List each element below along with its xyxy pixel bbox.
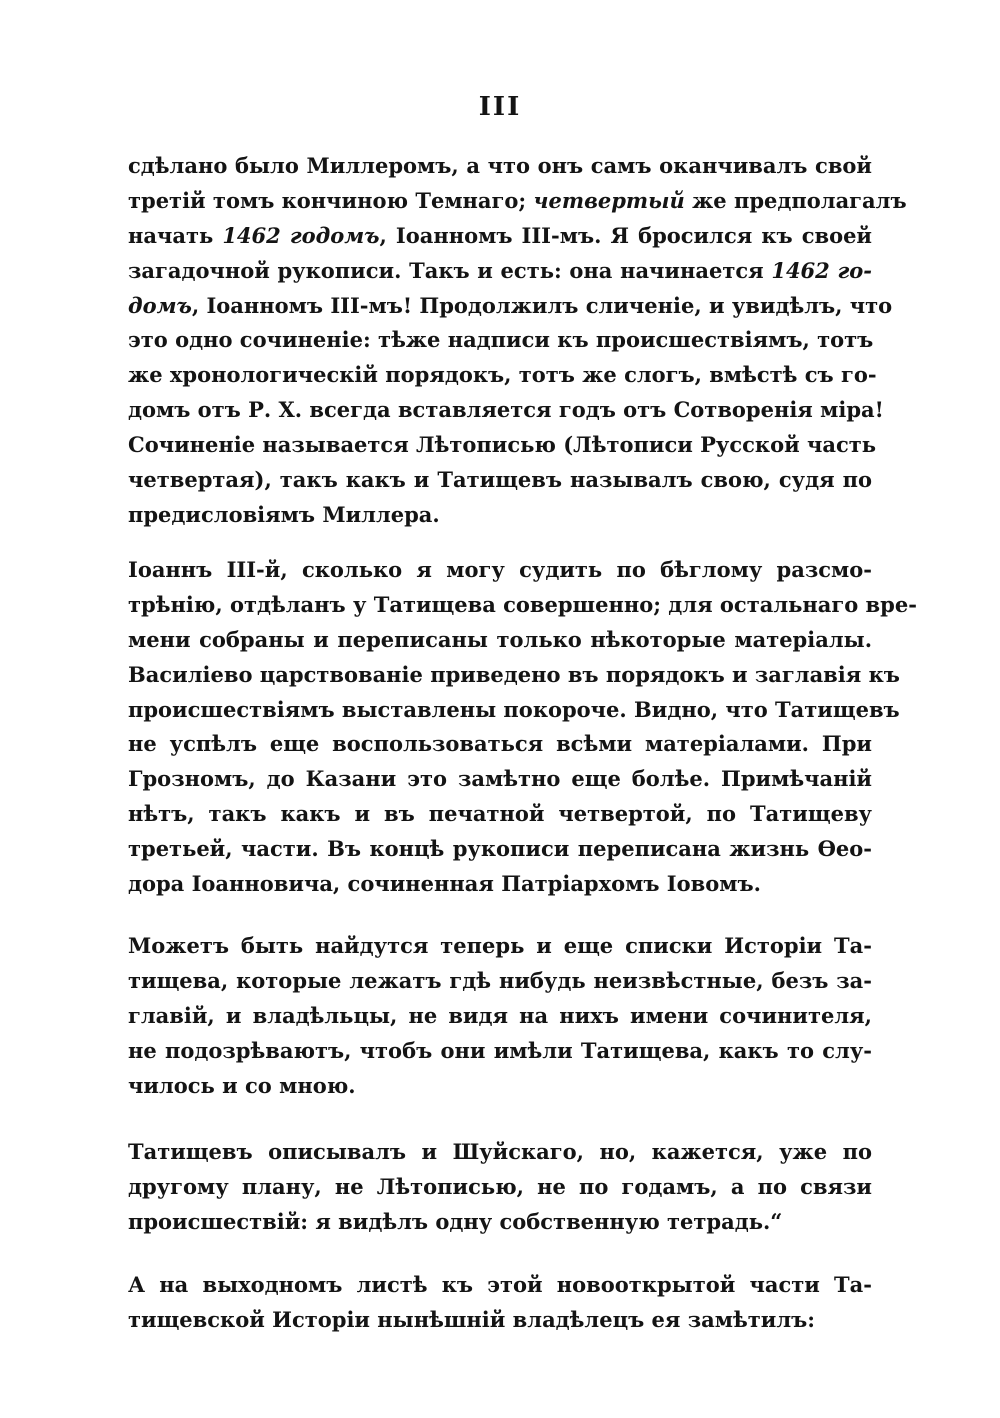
text-line — [128, 1268, 872, 1303]
text-run: Можетъ быть найдутся теперь и еще списки Исторіи Та- — [128, 933, 872, 958]
paragraph — [128, 1268, 872, 1338]
text-line — [128, 929, 872, 964]
text-run: тищевской Исторіи нынѣшній владѣлецъ ея замѣтилъ: — [128, 1306, 815, 1332]
text-run: происшествіямъ выставлены покороче. Видно, что Татищевъ — [128, 696, 900, 722]
text-run: А на выходномъ листѣ къ этой новооткрытой части Та- — [128, 1272, 872, 1297]
text-line — [128, 289, 893, 324]
text-run: нѣтъ, такъ какъ и въ печатной четвертой, по Татищеву — [128, 801, 872, 827]
italic-text-run: четвертый — [533, 187, 685, 213]
text-line — [128, 323, 872, 358]
text-run: другому плану, не Лѣтописью, не по годамъ, а по связи — [128, 1173, 872, 1199]
text-run: тищева, которые лежатъ гдѣ нибудь неизвѣстные, безъ за- — [128, 967, 872, 993]
text-run: четвертая), такъ какъ и Татищевъ называлъ свою, судя по — [128, 467, 872, 493]
italic-text-run: 1462 го- — [771, 257, 872, 283]
text-line — [128, 727, 872, 762]
paragraph — [128, 553, 917, 902]
text-line — [128, 1205, 872, 1240]
paragraph — [128, 1135, 872, 1240]
text-line — [128, 219, 872, 254]
text-line — [128, 999, 872, 1034]
text-line — [128, 553, 872, 588]
text-line — [128, 964, 872, 999]
text-run: Василіево царствованіе приведено въ порядокъ и заглавія къ — [128, 661, 900, 687]
text-run: начать — [128, 222, 223, 248]
paragraph — [128, 149, 907, 533]
text-run: дора Іоанновича, сочиненная Патріархомъ Іовомъ. — [128, 871, 761, 897]
text-run: третій томъ кончиною Темнаго; — [128, 187, 534, 213]
text-line — [128, 1135, 872, 1170]
text-run: мени собраны и переписаны только нѣкоторые матеріалы. — [128, 626, 872, 652]
text-line — [128, 797, 872, 832]
text-run: Татищевъ описывалъ и Шуйскаго, но, кажется, уже по — [128, 1139, 872, 1164]
paragraph — [128, 929, 872, 1103]
text-line — [128, 498, 872, 533]
text-run: сдѣлано было Миллеромъ, а что онъ самъ оканчивалъ свой — [128, 153, 872, 178]
text-line — [128, 1303, 872, 1338]
page-number: III — [478, 92, 522, 122]
text-line — [128, 358, 877, 393]
text-run: Сочиненіе называется Лѣтописью (Лѣтописи Русской часть — [128, 432, 877, 458]
italic-text-run: домъ — [128, 292, 192, 318]
text-run: главій, и владѣльцы, не видя на нихъ имени сочинителя, — [128, 1002, 872, 1028]
text-line — [128, 867, 872, 902]
text-run: предисловіямъ Миллера. — [128, 501, 440, 527]
text-run: домъ отъ Р. Х. всегда вставляется годъ отъ Сотворенія міра! — [128, 397, 884, 423]
text-line — [128, 588, 917, 623]
text-run: , Іоанномъ III-мъ! Продолжилъ сличеніе, и увидѣлъ, что — [191, 292, 893, 318]
text-line — [128, 254, 872, 289]
text-line — [128, 184, 907, 219]
text-line — [128, 1170, 872, 1205]
text-run: же предполагалъ — [684, 187, 907, 213]
text-run: Грозномъ, до Казани это замѣтно еще болѣе. Примѣчаній — [128, 766, 872, 792]
text-run: это одно сочиненіе: тѣже надписи къ происшествіямъ, тотъ — [128, 327, 874, 353]
text-line — [128, 693, 900, 728]
text-run: Іоаннъ III-й, сколько я могу судить по бѣглому разсмо- — [128, 557, 872, 582]
text-run: , Іоанномъ III-мъ. Я бросился къ своей — [379, 222, 873, 248]
text-line — [128, 762, 872, 797]
text-run: чилось и со мною. — [128, 1072, 356, 1098]
text-line — [128, 1034, 872, 1069]
text-run: не подозрѣваютъ, чтобъ они имѣли Татищева, какъ то слу- — [128, 1037, 872, 1063]
text-line — [128, 1069, 872, 1104]
text-run: трѣнію, отдѣланъ у Татищева совершенно; для остальнаго вре- — [128, 591, 917, 617]
text-line — [128, 393, 884, 428]
text-line — [128, 832, 872, 867]
text-run: третьей, части. Въ концѣ рукописи переписана жизнь Ѳео- — [128, 836, 872, 862]
text-run: не успѣлъ еще воспользоваться всѣми матеріалами. При — [128, 731, 872, 757]
text-run: же хронологическій порядокъ, тотъ же слогъ, вмѣстѣ съ го- — [128, 362, 877, 388]
text-run: загадочной рукописи. Такъ и есть: она начинается — [128, 257, 772, 283]
text-line — [128, 149, 872, 184]
italic-text-run: 1462 годомъ — [222, 222, 380, 248]
text-run: происшествій: я видѣлъ одну собственную тетрадь.“ — [128, 1208, 783, 1234]
text-line — [128, 658, 900, 693]
text-line — [128, 463, 872, 498]
text-line — [128, 428, 877, 463]
text-line — [128, 623, 872, 658]
